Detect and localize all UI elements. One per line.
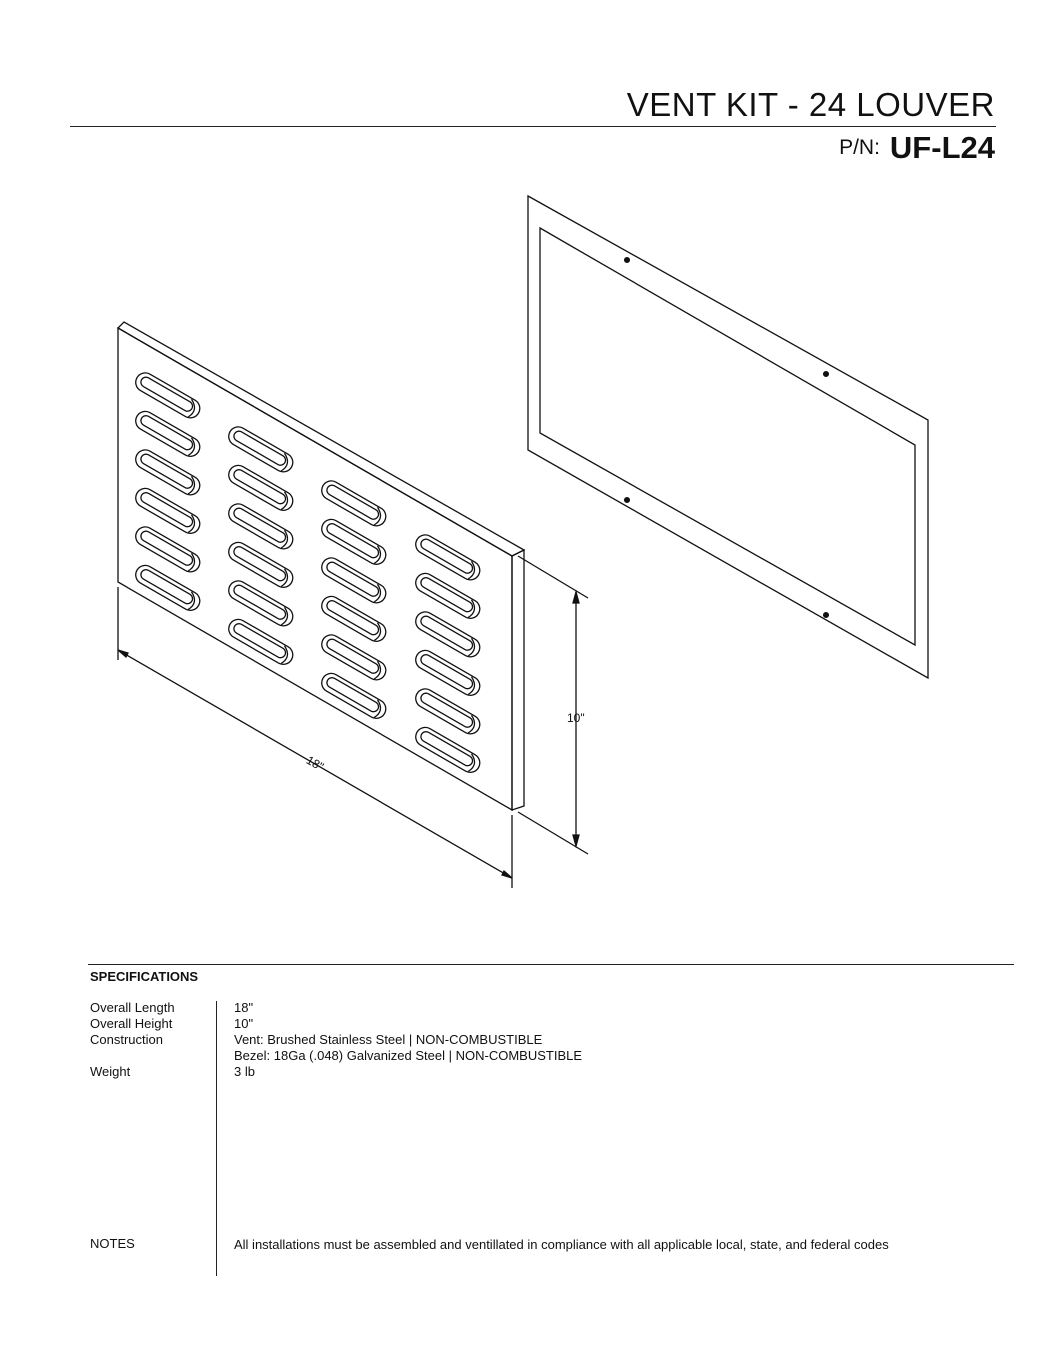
louver-slot [132,369,203,421]
louver-slot [412,531,483,583]
louver-slot [412,608,483,660]
part-number-value: UF-L24 [889,130,995,165]
louver-slot [132,523,203,575]
louver-group [132,369,483,775]
louver-slot [225,577,296,629]
louver-slot [132,446,203,498]
spec-value: 10" [234,1016,254,1031]
spec-value: Vent: Brushed Stainless Steel | NON-COMBUSTIBLE [234,1032,543,1047]
height-dimension-label: 10" [567,711,585,725]
louver-slot [225,462,296,514]
part-number [839,130,995,166]
title-rule [70,126,996,127]
louver-slot [225,423,296,475]
louver-slot [318,477,389,529]
bezel-frame [528,196,928,678]
spec-label: Overall Length [90,1000,175,1015]
louver-slot [318,631,389,683]
part-number-label: P/N: [839,136,880,159]
notes-label: NOTES [90,1236,135,1251]
louver-slot [318,593,389,645]
louver-slot [318,670,389,722]
specifications-divider [216,1001,217,1276]
spec-label: Weight [90,1064,131,1079]
louver-slot [225,539,296,591]
notes-text: All installations must be assembled and ventillated in compliance with all applicable local, state, and federal codes [234,1237,889,1252]
spec-value: 3 lb [234,1064,255,1079]
louver-slot [318,516,389,568]
specification-values [234,1000,582,1080]
spec-label: Construction [90,1032,163,1047]
louver-slot [132,562,203,614]
louver-slot [318,554,389,606]
louver-slot [132,408,203,460]
louver-slot [225,616,296,668]
length-dimension-label: 18" [303,752,327,774]
louver-slot [412,685,483,737]
document-title: VENT KIT - 24 LOUVER [626,86,995,123]
vent-panel [118,322,524,810]
louver-slot [225,500,296,552]
specification-labels [90,1000,175,1080]
spec-label [90,1048,175,1064]
louver-slot [412,724,483,776]
louver-slot [132,485,203,537]
spec-value: 18" [234,1000,254,1015]
technical-drawing [0,180,1060,900]
louver-slot [412,570,483,622]
spec-label: Overall Height [90,1016,173,1031]
spec-value: Bezel: 18Ga (.048) Galvanized Steel | NON-COMBUSTIBLE [234,1048,583,1063]
specifications-rule [88,964,1014,965]
louver-slot [412,647,483,699]
dimension-lines [118,556,588,888]
specifications-heading: SPECIFICATIONS [90,969,199,984]
